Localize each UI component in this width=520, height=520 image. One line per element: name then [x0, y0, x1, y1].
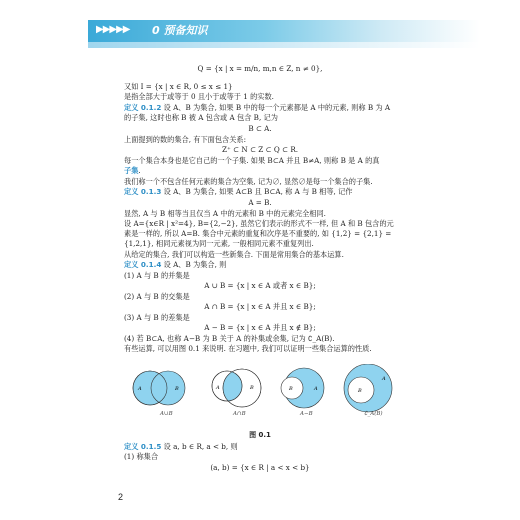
- text-line: [0, 64, 520, 74]
- text-line: [124, 452, 158, 462]
- text-line: [124, 156, 379, 166]
- venn-complement: [344, 364, 392, 412]
- text-line: [0, 281, 520, 291]
- text-line: [124, 313, 190, 323]
- line-text: Z⁺ ⊂ N ⊂ Z ⊂ Q ⊂ R.: [221, 145, 299, 154]
- text-line: [124, 103, 390, 113]
- text-line: [124, 271, 190, 281]
- line-text: B ⊂ A.: [248, 124, 272, 133]
- venn-figure: [124, 364, 396, 434]
- text-line: [124, 82, 233, 92]
- venn-label-a: A: [138, 386, 142, 392]
- text-line: [124, 292, 190, 302]
- line-text: 从给定的集合, 我们可以构造一些新集合. 下面是常用集合的基本运算.: [124, 250, 344, 259]
- text-line: [124, 135, 246, 145]
- text-line: [124, 229, 391, 239]
- line-text: 设 A、B 为集合, 如果 A⊂B 且 B⊂A, 称 A 与 B 相等, 记作: [161, 187, 353, 196]
- text-line: [124, 113, 278, 123]
- caption-difference: A−B: [300, 411, 313, 417]
- venn-label-b: B: [289, 386, 293, 392]
- line-text: 又如 I = {x | x ∈ R, 0 ≤ x ≤ 1}: [124, 82, 233, 91]
- line-text: A ∪ B = {x | x ∈ A 或者 x ∈ B};: [204, 281, 316, 290]
- line-text: A − B = {x | x ∈ A 并且 x ∉ B};: [204, 323, 316, 332]
- venn-label-b: B: [358, 388, 362, 394]
- text-line: [0, 198, 520, 208]
- keyword: 子集: [124, 166, 139, 175]
- venn-intersection: [212, 369, 261, 407]
- text-line: [124, 334, 335, 344]
- caption-union: A∪B: [160, 411, 173, 417]
- line-text: 显然, A 与 B 相等当且仅当 A 中的元素和 B 中的元素完全相同.: [124, 209, 326, 218]
- text-line: [124, 187, 352, 197]
- venn-label-b: B: [175, 386, 179, 392]
- line-text: 有些运算, 可以用图 0.1 来说明. 在习题中, 我们可以证明一些集合运算的性质.: [124, 344, 372, 353]
- line-text: Q = {x | x = m/n, m,n ∈ Z, n ≠ 0},: [197, 64, 323, 73]
- line-text: (1) A 与 B 的并集是: [124, 271, 190, 280]
- definition-label: 定义 0.1.5: [124, 442, 162, 451]
- text-line: [0, 124, 520, 134]
- line-text: {1,2,1}, 相同元素视为同一元素, 一般相同元素不重复列出.: [124, 239, 314, 248]
- line-text: A = B.: [248, 198, 272, 207]
- caption-intersection: A∩B: [233, 411, 246, 417]
- text-line: [124, 166, 141, 176]
- text-line: [124, 260, 226, 270]
- line-text: (1) 称集合: [124, 452, 159, 461]
- line-text: (a, b) = {x ∈ R | a < x < b}: [210, 463, 310, 472]
- text-line: [124, 344, 372, 354]
- line-text: 素是一样的, 所以 A=B. 集合中元素的重复和次序是不重要的, 如 {1,2} = {2,1} =: [124, 229, 392, 238]
- text-line: [0, 323, 520, 333]
- text-line: [0, 302, 520, 312]
- page-number: 2: [118, 492, 124, 502]
- text-line: [124, 442, 238, 452]
- text-line: [124, 250, 344, 260]
- venn-difference: [281, 368, 324, 408]
- figure-label: 图 0.1: [249, 431, 271, 439]
- line-text: (2) A 与 B 的交集是: [124, 292, 190, 301]
- text-line: [124, 219, 394, 229]
- line-text: 的子集, 这时也称 B 被 A 包含或 A 包含 B, 记为: [124, 113, 278, 122]
- line-text: 上面提到的数的集合, 有下面包含关系:: [124, 135, 246, 144]
- text-line: [124, 92, 274, 102]
- header-bar-accent: [88, 42, 480, 48]
- caption-complement: ∁_A(B): [364, 411, 383, 417]
- text-line: [124, 239, 314, 249]
- line-text: A ∩ B = {x | x ∈ A 并且 x ∈ B};: [204, 302, 316, 311]
- header-arrows-icon: ▶▶▶▶▶: [96, 24, 130, 35]
- line-text: 每一个集合本身也是它自己的一个子集. 如果 B⊂A 并且 B≠A, 则称 B 是 A 的真: [124, 156, 380, 165]
- line-text: 设 A、B 为集合, 则: [161, 260, 227, 269]
- definition-label: 定义 0.1.4: [124, 260, 162, 269]
- line-text: 设 A={x∈R | x²=4}, B={2,−2}, 虽然它们表示的形式不一样, 但 A 和 B 包含的元: [124, 219, 394, 228]
- venn-label-a: A: [382, 376, 386, 382]
- venn-label-b: B: [250, 385, 254, 391]
- line-text: 设 a, b ∈ R, a < b, 则: [161, 442, 238, 451]
- venn-label-a: A: [314, 386, 318, 392]
- text-line: [124, 209, 326, 219]
- line-text: 我们称一个不包含任何元素的集合为空集, 记为∅, 显然∅是每一个集合的子集.: [124, 177, 373, 186]
- chapter-title: 0 预备知识: [152, 24, 208, 37]
- text-line: [0, 145, 520, 155]
- definition-label: 定义 0.1.2: [124, 103, 162, 112]
- venn-label-a: A: [216, 385, 220, 391]
- line-text: 设 A、B 为集合, 如果 B 中的每一个元素都是 A 中的元素, 则称 B 为 A: [161, 103, 391, 112]
- line-text: 是指全部大于或等于 0 且小于或等于 1 的实数.: [124, 92, 274, 101]
- venn-union: [133, 371, 185, 405]
- definition-label: 定义 0.1.3: [124, 187, 162, 196]
- text-line: [124, 177, 373, 187]
- text-line: [0, 463, 520, 473]
- header-bar: [88, 20, 480, 42]
- line-text: .: [138, 166, 141, 175]
- line-text: (4) 若 B⊂A, 也称 A−B 为 B 关于 A 的补集或余集, 记为 ∁_A(B).: [124, 334, 335, 343]
- line-text: (3) A 与 B 的差集是: [124, 313, 190, 322]
